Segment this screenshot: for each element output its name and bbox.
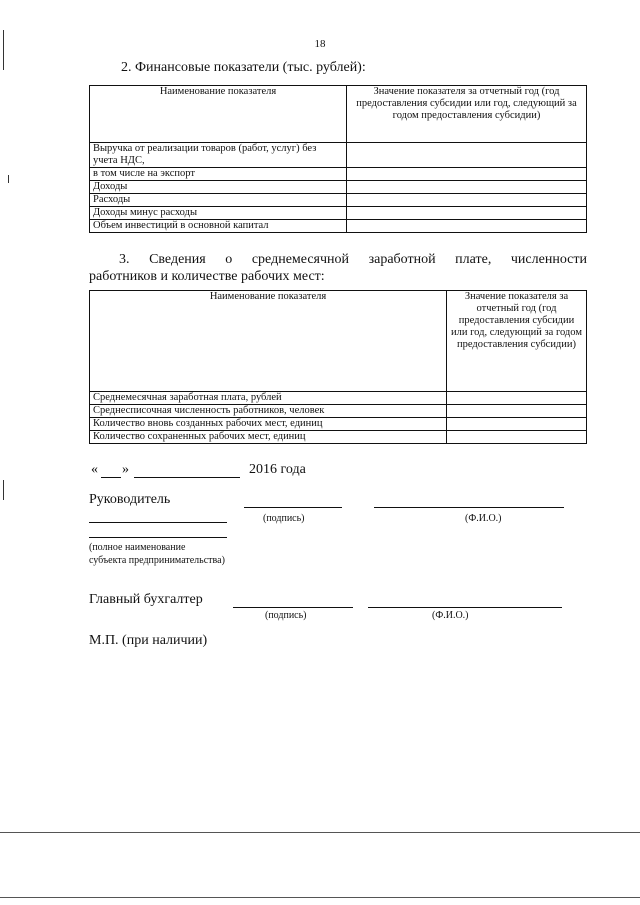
- value-cell[interactable]: [347, 207, 587, 220]
- row-label: Доходы: [90, 181, 347, 194]
- table-row: [90, 143, 587, 168]
- date-open-quote: «: [91, 462, 98, 477]
- heading-word: численности: [510, 252, 587, 267]
- org-caption-line1: (полное наименование: [89, 542, 186, 553]
- accountant-label: Главный бухгалтер: [89, 592, 203, 607]
- row-label: Количество вновь созданных рабочих мест, единиц: [90, 418, 447, 431]
- table-row: [90, 431, 587, 444]
- director-signature-field[interactable]: [244, 507, 342, 508]
- heading-word: плате,: [455, 252, 492, 267]
- section3-heading: [89, 251, 587, 285]
- day-field[interactable]: [101, 477, 121, 478]
- org-caption-line2: субъекта предпринимательства): [89, 555, 225, 566]
- heading-word: заработной: [368, 252, 436, 267]
- value-cell[interactable]: [347, 168, 587, 181]
- value-cell[interactable]: [347, 181, 587, 194]
- heading-word: о: [225, 252, 233, 267]
- heading-word: среднемесячной: [251, 252, 350, 267]
- value-cell[interactable]: [347, 143, 587, 168]
- table-row: [90, 405, 587, 418]
- signature-caption: (подпись): [263, 513, 305, 524]
- month-field[interactable]: [134, 477, 240, 478]
- scan-margin-mark: [3, 30, 4, 70]
- wages-employees-table: [89, 290, 587, 444]
- accountant-signature-field[interactable]: [233, 607, 353, 608]
- table-row: [90, 392, 587, 405]
- scan-edge-line: [0, 897, 640, 898]
- year-text: 2016 года: [249, 462, 306, 477]
- value-cell[interactable]: [347, 220, 587, 233]
- financial-indicators-table: [89, 85, 587, 233]
- table-row: [90, 220, 587, 233]
- director-label: Руководитель: [89, 492, 171, 507]
- accountant-fio-field[interactable]: [368, 607, 562, 608]
- value-cell[interactable]: [447, 405, 587, 418]
- table-header-row: [90, 86, 587, 143]
- row-label: Объем инвестиций в основной капитал: [90, 220, 347, 233]
- row-label: Расходы: [90, 194, 347, 207]
- value-cell[interactable]: [447, 392, 587, 405]
- date-close-quote: »: [122, 462, 129, 477]
- table-row: [90, 194, 587, 207]
- row-label: в том числе на экспорт: [90, 168, 347, 181]
- row-label: Среднесписочная численность работников, человек: [90, 405, 447, 418]
- fio-caption: (Ф.И.О.): [465, 513, 502, 524]
- col-name-header: Наименование показателя: [90, 86, 347, 143]
- value-cell[interactable]: [447, 431, 587, 444]
- org-name-field-2[interactable]: [89, 537, 227, 538]
- signature-caption: (подпись): [265, 610, 307, 621]
- org-caption: [89, 541, 225, 567]
- col-value-header: Значение показателя за отчетный год (год предоставления субсидии или год, следующий за годом предоставления субсидии): [347, 86, 587, 143]
- heading-word: Сведения: [149, 252, 206, 267]
- scan-margin-mark: [8, 175, 9, 183]
- seal-label: М.П. (при наличии): [89, 633, 208, 648]
- col-value-header: Значение показателя за отчетный год (год предоставления субсидии или год, следующий за годом предоставления субсидии): [447, 291, 587, 392]
- fio-caption: (Ф.И.О.): [432, 610, 469, 621]
- table-row: [90, 168, 587, 181]
- page-number: 18: [314, 38, 326, 50]
- table-row: [90, 418, 587, 431]
- row-label: Доходы минус расходы: [90, 207, 347, 220]
- row-label: Выручка от реализации товаров (работ, услуг) без учета НДС,: [90, 143, 347, 168]
- table-header-row: [90, 291, 587, 392]
- section3-heading-line2: работников и количестве рабочих мест:: [89, 269, 325, 284]
- section2-heading: 2. Финансовые показатели (тыс. рублей):: [121, 60, 366, 75]
- col-name-header: Наименование показателя: [90, 291, 447, 392]
- table-row: [90, 207, 587, 220]
- scan-margin-mark: [3, 480, 4, 500]
- director-fio-field[interactable]: [374, 507, 564, 508]
- row-label: Количество сохраненных рабочих мест, единиц: [90, 431, 447, 444]
- heading-word: 3.: [119, 252, 130, 267]
- org-name-field[interactable]: [89, 522, 227, 523]
- scan-edge-line: [0, 832, 640, 833]
- table-row: [90, 181, 587, 194]
- value-cell[interactable]: [347, 194, 587, 207]
- value-cell[interactable]: [447, 418, 587, 431]
- row-label: Среднемесячная заработная плата, рублей: [90, 392, 447, 405]
